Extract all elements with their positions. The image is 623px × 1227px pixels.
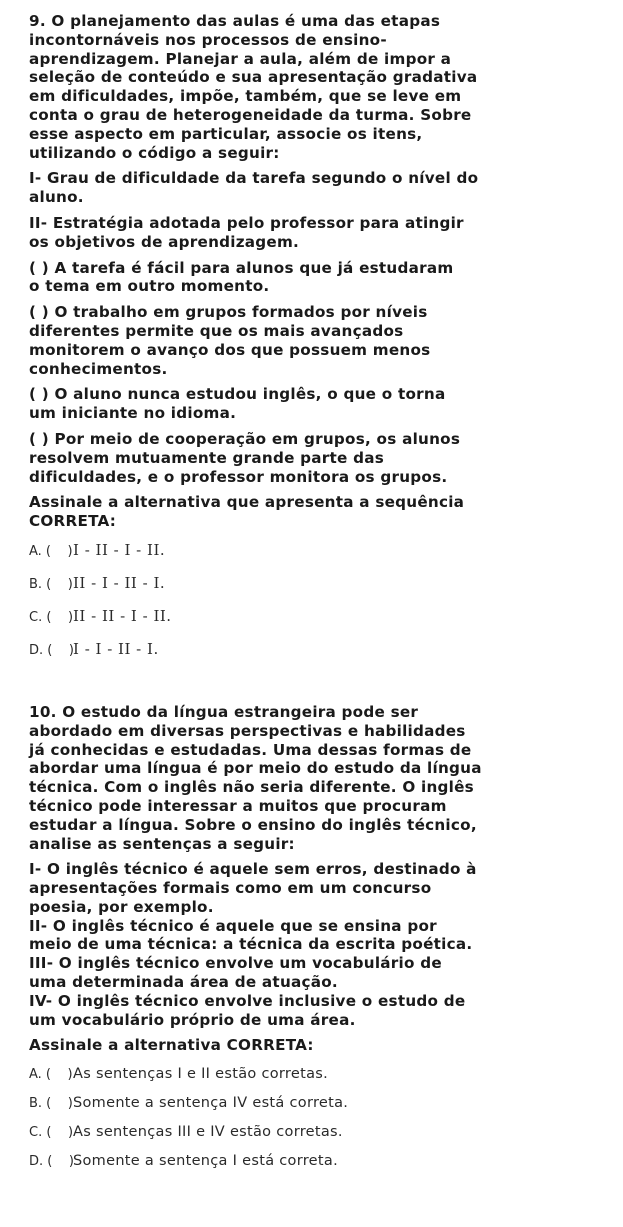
option-text: As sentenças I e II estão corretas. bbox=[73, 1066, 329, 1083]
option-letter: C. ( ) bbox=[29, 609, 74, 625]
question-9-association-1: ( ) A tarefa é fácil para alunos que já estudaram o tema em outro momento. bbox=[29, 258, 454, 296]
question-10-option-b[interactable] bbox=[29, 1094, 499, 1113]
question-9-option-b[interactable] bbox=[29, 574, 499, 594]
question-9-instruction: Assinale a alternativa que apresenta a sequência CORRETA: bbox=[29, 493, 465, 531]
option-text: Somente a sentença I está correta. bbox=[73, 1153, 338, 1170]
option-text: As sentenças III e IV estão corretas. bbox=[73, 1124, 343, 1141]
question-10-option-a[interactable] bbox=[29, 1065, 499, 1084]
question-9-item-ii: II- Estratégia adotada pelo professor para atingir os objetivos de aprendizagem. bbox=[29, 213, 464, 251]
option-letter: D. ( ) bbox=[29, 1154, 74, 1170]
question-9 bbox=[29, 12, 499, 660]
question-10-option-c[interactable] bbox=[29, 1123, 499, 1142]
question-9-stem: 9. O planejamento das aulas é uma das etapas incontornáveis nos processos de ensino- aprendizagem. Planejar a aula, além de impor a seleção de conteúdo e sua apresentação gradativa em dificuldades, impõe, também, que se leve em conta o grau de heterogeneidade da turma. Sobre esse aspecto em particular, associe os itens, utilizando o código a seguir: bbox=[29, 12, 478, 162]
option-letter: D. ( ) bbox=[29, 642, 74, 658]
question-10 bbox=[29, 703, 499, 1171]
option-text: I - I - II - I. bbox=[73, 639, 159, 658]
question-9-option-d[interactable] bbox=[29, 640, 499, 660]
option-text: II - I - II - I. bbox=[73, 573, 166, 592]
question-9-association-3: ( ) O aluno nunca estudou inglês, o que o torna um iniciante no idioma. bbox=[29, 385, 446, 423]
question-9-association-4: ( ) Por meio de cooperação em grupos, os alunos resolvem mutuamente grande parte das dificuldades, e o professor monitora os grupos. bbox=[29, 429, 461, 486]
question-9-item-i: I- Grau de dificuldade da tarefa segundo o nível do aluno. bbox=[29, 169, 479, 207]
option-letter: B. ( ) bbox=[29, 1096, 73, 1112]
option-text: I - II - I - II. bbox=[73, 540, 166, 559]
option-letter: B. ( ) bbox=[29, 576, 73, 592]
question-9-option-a[interactable] bbox=[29, 541, 499, 561]
option-letter: C. ( ) bbox=[29, 1125, 74, 1141]
question-10-stem: 10. O estudo da língua estrangeira pode ser abordado em diversas perspectivas e habilidades já conhecidas e estudadas. Uma dessas formas de abordar uma língua é por meio do estudo da língua técnica. Com o inglês não seria diferente. O inglês técnico pode interessar a muitos que procuram estudar a língua. Sobre o ensino do inglês técnico, analise as sentenças a seguir: bbox=[29, 702, 482, 853]
question-10-option-d[interactable] bbox=[29, 1152, 499, 1171]
option-text: Somente a sentença IV está correta. bbox=[73, 1095, 349, 1112]
option-letter: A. ( ) bbox=[29, 543, 73, 559]
question-9-option-c[interactable] bbox=[29, 607, 499, 627]
question-9-association-2: ( ) O trabalho em grupos formados por níveis diferentes permite que os mais avançados monitorem o avanço dos que possuem menos conhecimentos. bbox=[29, 303, 431, 378]
question-spacer bbox=[29, 673, 499, 703]
exam-page bbox=[29, 12, 499, 1181]
question-10-instruction: Assinale a alternativa CORRETA: bbox=[29, 1036, 314, 1055]
option-text: II - II - I - II. bbox=[73, 606, 172, 625]
option-letter: A. ( ) bbox=[29, 1067, 73, 1083]
question-10-statements: I- O inglês técnico é aquele sem erros, destinado à apresentações formais como em um concurso poesia, por exemplo. II- O inglês técnico é aquele que se ensina por meio de uma técnica: a técnica da escrita poética. III- O inglês técnico envolve um vocabulário de uma determinada área de atuação. IV- O inglês técnico envolve inclusive o estudo de um vocabulário próprio de uma área. bbox=[29, 860, 477, 1029]
